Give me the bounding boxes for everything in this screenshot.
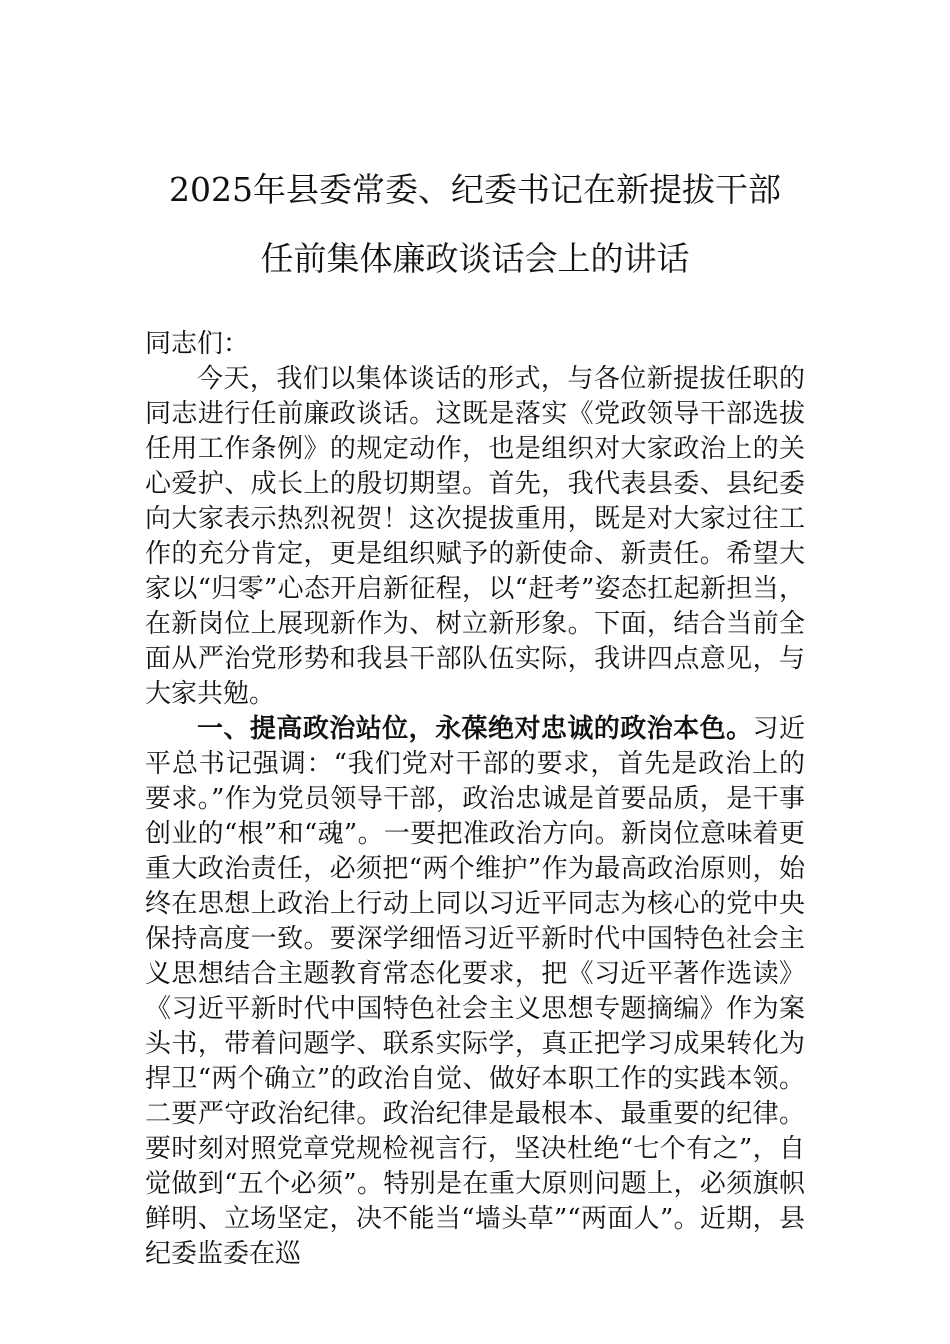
section-1-heading: 一、提高政治站位，永葆绝对忠诚的政治本色。 (197, 714, 753, 744)
paragraph-opening: 今天，我们以集体谈话的形式，与各位新提拔任职的同志进行任前廉政谈话。这既是落实《党政领导干部选拔任用工作条例》的规定动作，也是组织对大家政治上的关心爱护、成长上的殷切期望。首先，我代表县委、县纪委向大家表示热烈祝贺！这次提拔重用，既是对大家过往工作的充分肯定，更是组织赋予的新使命、新责任。希望大家以“归零”心态开启新征程，以“赶考”姿态扛起新担当，在新岗位上展现新作为、树立新形象。下面，结合当前全面从严治党形势和我县干部队伍实际，我讲四点意见，与大家共勉。 (145, 364, 805, 709)
document-title-line-2: 任前集体廉政谈话会上的讲话 (260, 239, 690, 278)
salutation: 同志们： (145, 329, 250, 359)
section-1-text: 习近平总书记强调：“我们党对干部的要求，首先是政治上的要求。”作为党员领导干部，政治忠诚是首要品质，是干事创业的“根”和“魂”。一要把准政治方向。新岗位意味着更重大政治责任，必须把“两个维护”作为最高政治原则，始终在思想上政治上行动上同以习近平同志为核心的党中央保持高度一致。要深学细悟习近平新时代中国特色社会主义思想结合主题教育常态化要求，把《习近平著作选读》《习近平新时代中国特色社会主义思想专题摘编》作为案头书，带着问题学、联系实际学，真正把学习成果转化为捍卫“两个确立”的政治自觉、做好本职工作的实践本领。二要严守政治纪律。政治纪律是最根本、最重要的纪律。要时刻对照党章党规检视言行，坚决杜绝“七个有之”，自觉做到“五个必须”。特别是在重大原则问题上，必须旗帜鲜明、立场坚定，决不能当“墙头草”“两面人”。近期，县纪委监委在巡 (145, 714, 805, 1269)
document-body (145, 327, 805, 1272)
document-title-line-1: 2025年县委常委、纪委书记在新提拔干部 (169, 170, 781, 209)
paragraph-section-1 (145, 712, 805, 1272)
